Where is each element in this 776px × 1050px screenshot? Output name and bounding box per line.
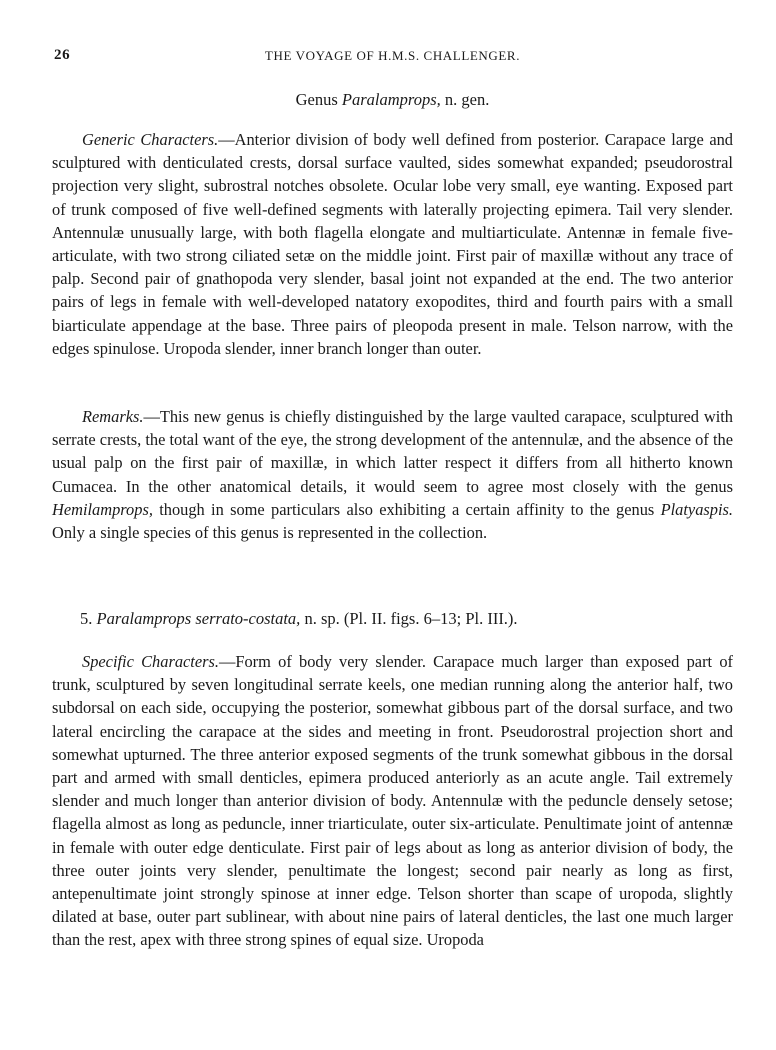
generic-characters-text: —Anterior division of body well defined from posterior. Carapace large and sculptured with denticulated crests, dorsal surface vaulted, sides somewhat expanded; pseudorostral projection very slight, subrostral notches obsolete. Ocular lobe very small, eye wanting. Exposed part of trunk composed of five well-defined segments with laterally projecting epimera. Tail very slender. Antennulæ unusually large, with both flagella elongate and multiarticulate. Antennæ in female five-articulate, with two strong ciliated setæ on the middle joint. First pair of maxillæ without any trace of palp. Second pair of gnathopoda very slender, basal joint not expanded at the end. The two anterior pairs of legs in female with well-developed natatory exopodites, third and fourth pairs with a small biarticulate appendage at the base. Three pairs of pleopoda present in male. Telson narrow, with the edges spinulose. Uropoda slender, inner branch longer than outer. xyxy=(52,130,733,358)
remarks-section xyxy=(52,405,733,544)
specific-characters-text: —Form of body very slender. Carapace much larger than exposed part of trunk, sculptured by seven longitudinal serrate keels, one median running along the anterior half, two subdorsal on each side, occupying the posterior, somewhat gibbous part of the dorsal surface, and two lateral encircling the carapace at the sides and meeting in front. Pseudorostral projection short and somewhat upturned. The three anterior exposed segments of the trunk somewhat gibbous in the dorsal part and armed with small denticles, epimera produced anteriorly as an acute angle. Tail extremely slender and much longer than anterior division of body. Antennulæ with the peduncle densely setose; flagella almost as long as peduncle, inner triarticulate, outer six-articulate. Penultimate joint of antennæ in female with outer edge denticulate. First pair of legs about as long as anterior division of body, the three outer joints very slender, penultimate the longest; second pair nearly as long as first, antepenultimate joint strongly spinose at inner edge. Telson shorter than scape of uropoda, slightly dilated at base, outer part sublinear, with about nine pairs of lateral denticles, the last one much larger than the rest, apex with three strong spines of equal size. Uropoda xyxy=(52,652,733,950)
generic-characters-paragraph xyxy=(52,128,733,360)
running-head xyxy=(52,47,733,67)
remarks-text-1: —This new genus is chiefly distinguished by the large vaulted carapace, sculptured with serrate crests, the total want of the eye, the strong development of the antennulæ, and the absence of the usual palp on the first pair of maxillæ, in which latter respect it differs from all hitherto known Cumacea. In the other anatomical details, it would seem to agree most closely with the genus xyxy=(52,407,733,496)
specific-characters-label: Specific Characters. xyxy=(82,652,219,671)
species-plate-reference: n. sp. (Pl. II. figs. 6–13; Pl. III.). xyxy=(300,609,518,628)
remarks-paragraph xyxy=(52,405,733,544)
genus-name: Paralamprops, xyxy=(341,90,441,109)
specific-characters-paragraph xyxy=(52,650,733,952)
remarks-label: Remarks. xyxy=(82,407,144,426)
remarks-text-2: though in some particulars also exhibiting a certain affinity to the genus xyxy=(152,499,661,519)
species-heading xyxy=(80,609,518,629)
remarks-text-3: Only a single species of this genus is represented in the collection. xyxy=(52,523,488,543)
generic-characters-label: Generic Characters. xyxy=(82,130,219,149)
remarks-genus-platyaspis: Platyaspis. xyxy=(660,499,733,519)
running-title: THE VOYAGE OF H.M.S. CHALLENGER. xyxy=(264,48,521,63)
species-number: 5. xyxy=(80,609,97,628)
species-name: Paralamprops serrato-costata, xyxy=(96,609,301,628)
specific-characters-section xyxy=(52,650,733,952)
generic-characters-section xyxy=(52,128,733,360)
genus-heading-prefix: Genus xyxy=(295,90,342,109)
page-number: 26 xyxy=(54,47,71,63)
remarks-genus-hemilamprops: Hemilamprops, xyxy=(52,499,153,519)
genus-heading-suffix: n. gen. xyxy=(440,90,490,109)
genus-heading xyxy=(52,90,733,110)
